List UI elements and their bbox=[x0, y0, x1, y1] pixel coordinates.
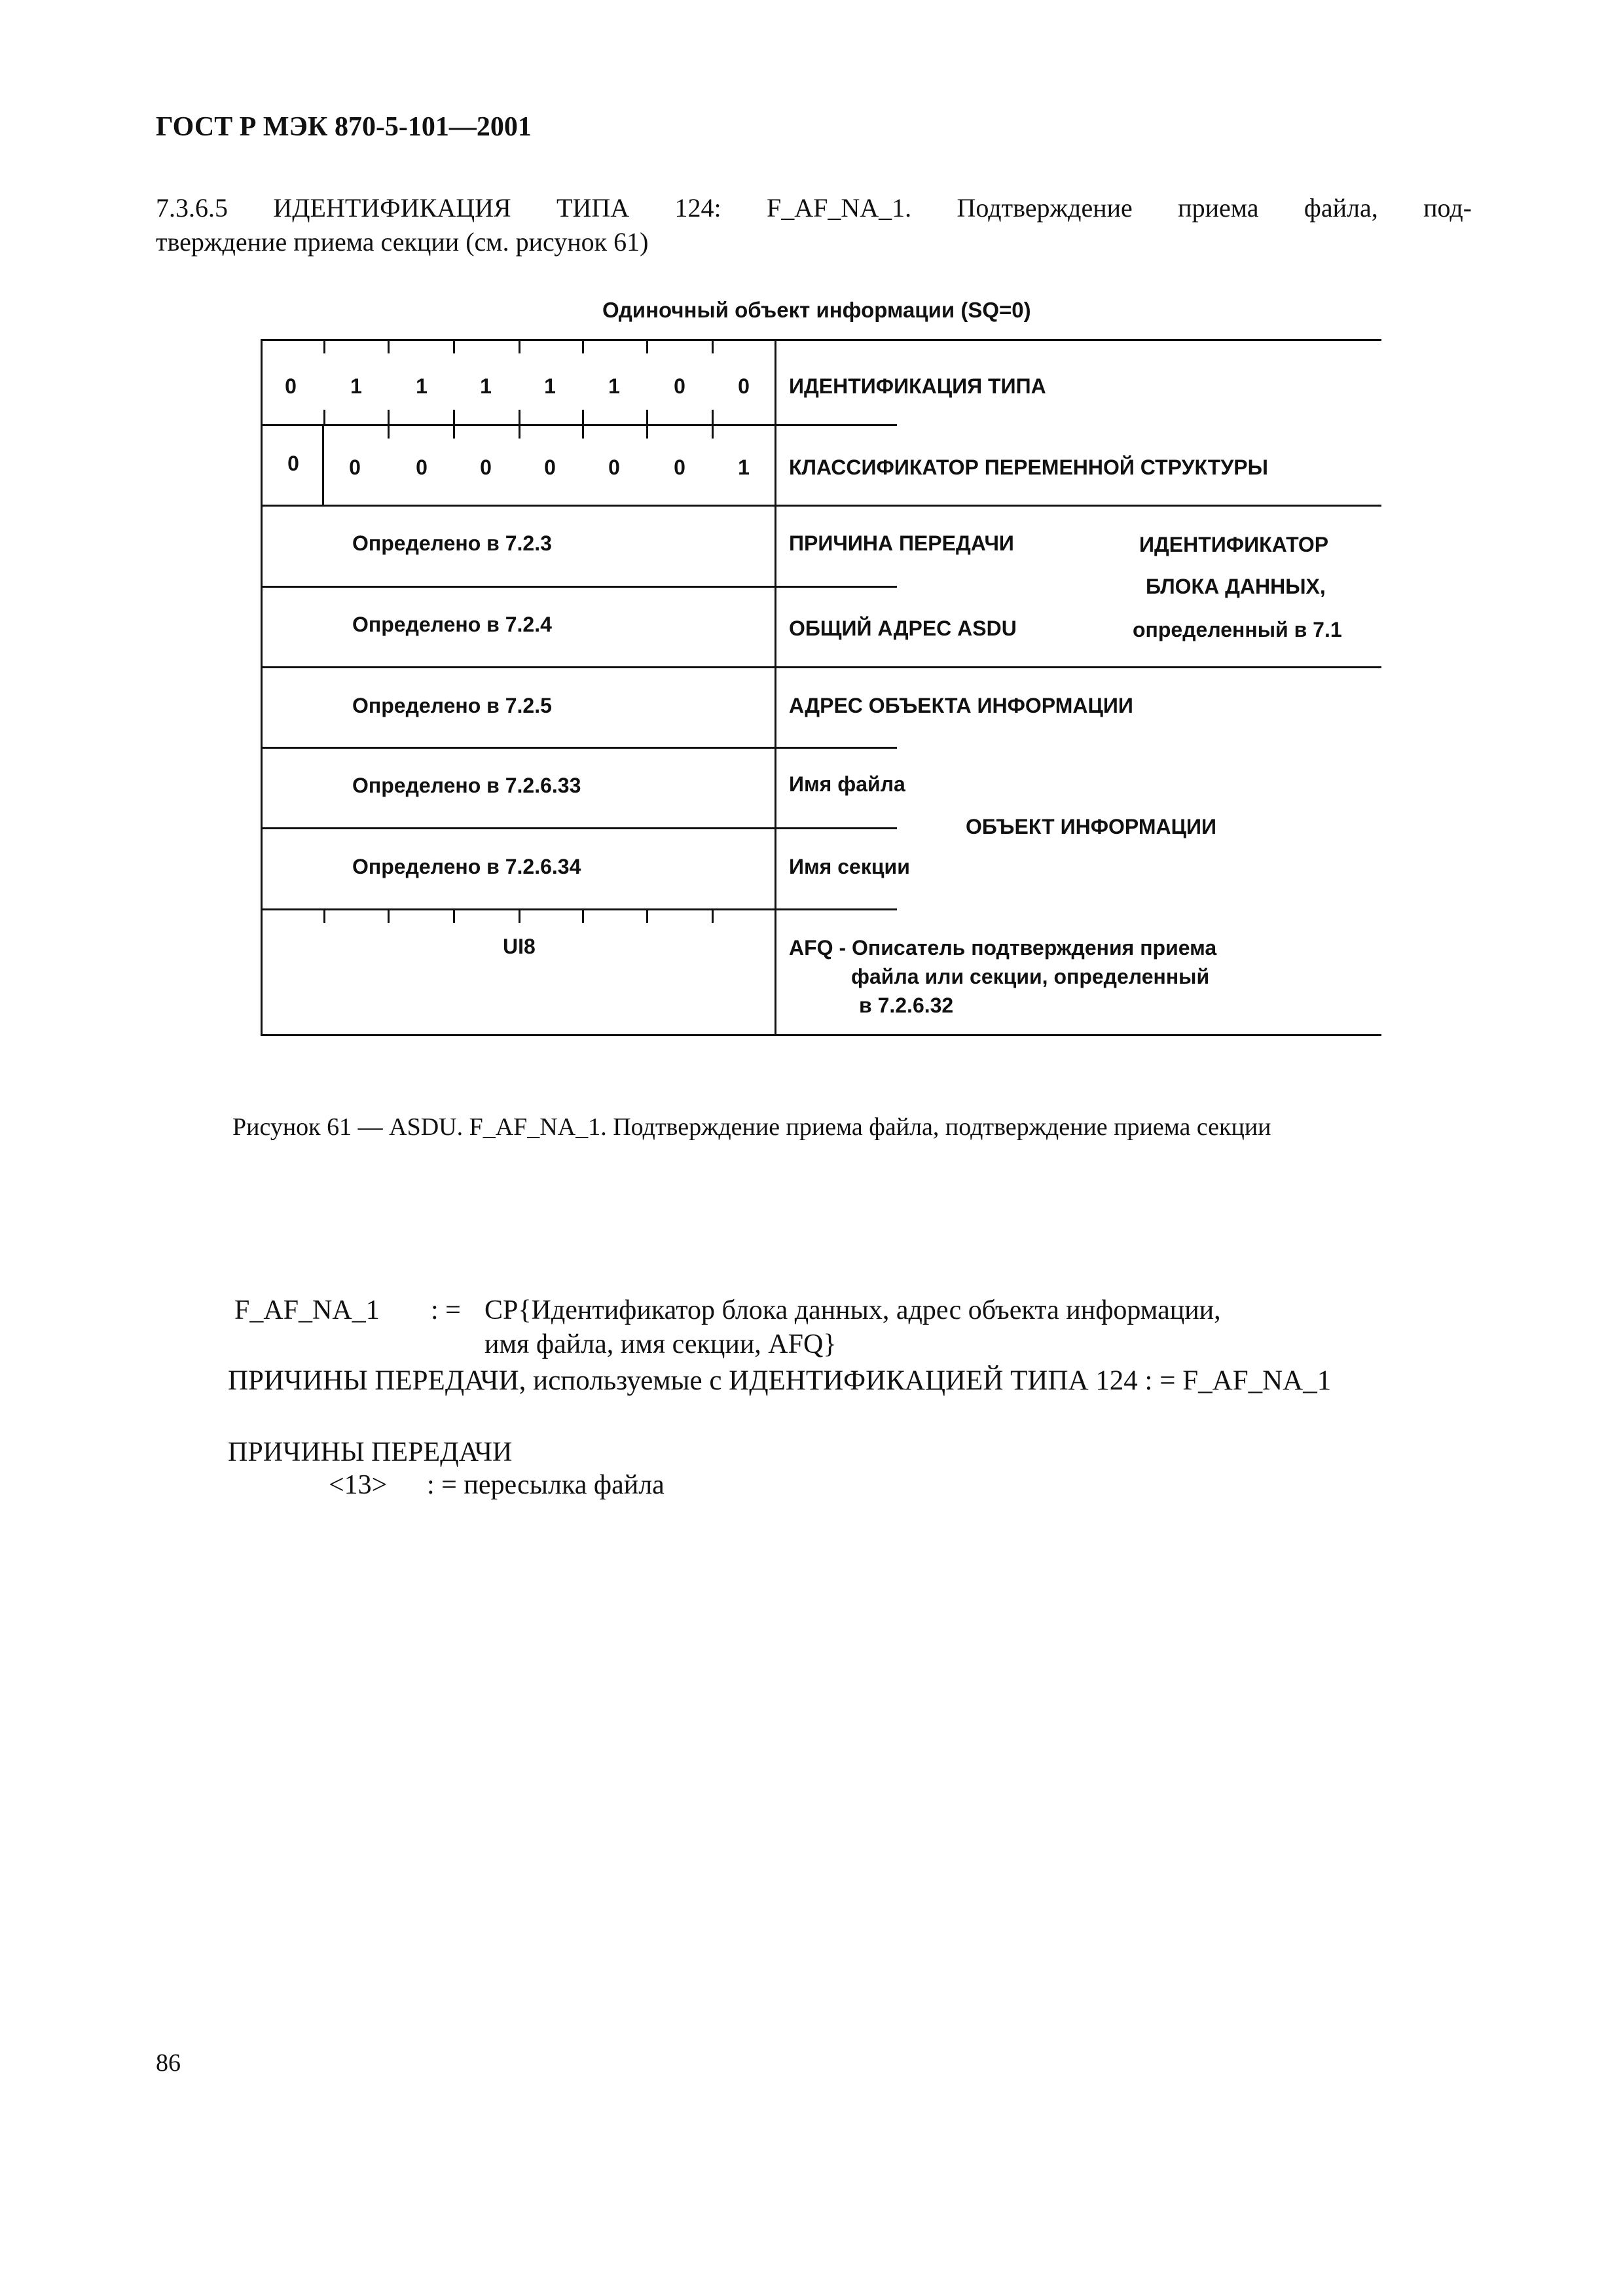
tick bbox=[582, 908, 584, 923]
definition-name: F_AF_NA_1 bbox=[234, 1295, 380, 1325]
asdu-address-label: ОБЩИЙ АДРЕС ASDU bbox=[789, 617, 1017, 640]
figure-caption: Рисунок 61 — ASDU. F_AF_NA_1. Подтверждение приема файла, подтверждение приема секции bbox=[232, 1113, 1271, 1141]
right-sep-4 bbox=[775, 666, 1381, 668]
tick bbox=[646, 424, 648, 439]
ioa-value: Определено в 7.2.5 bbox=[352, 694, 552, 717]
data-unit-id-label-1: ИДЕНТИФИКАТОР bbox=[1139, 533, 1329, 556]
sq-bit: 0 bbox=[287, 452, 299, 475]
section-heading-line1: 7.3.6.5 ИДЕНТИФИКАЦИЯ ТИПА 124: F_AF_NA_1. Подтверждение приема файла, под- bbox=[156, 193, 1472, 223]
tick bbox=[388, 410, 390, 424]
definition-line2: имя файла, имя секции, AFQ} bbox=[484, 1329, 837, 1359]
tick bbox=[519, 410, 520, 424]
tick bbox=[323, 339, 325, 353]
type-id-label: ИДЕНТИФИКАЦИЯ ТИПА bbox=[789, 374, 1046, 398]
tick bbox=[712, 339, 714, 353]
row-sep-3 bbox=[261, 586, 776, 588]
cot-heading: ПРИЧИНЫ ПЕРЕДАЧИ bbox=[228, 1437, 513, 1467]
vsq-bit-7: 0 bbox=[349, 456, 361, 479]
frame-bottom bbox=[261, 1034, 1381, 1036]
type-bit-4: 1 bbox=[544, 374, 556, 398]
tick bbox=[712, 908, 714, 923]
definition-assign: : = bbox=[431, 1295, 461, 1325]
row-sep-6 bbox=[261, 827, 776, 829]
tick bbox=[388, 339, 390, 353]
right-sep-1 bbox=[775, 424, 897, 426]
tick bbox=[519, 424, 520, 439]
ioa-label: АДРЕС ОБЪЕКТА ИНФОРМАЦИИ bbox=[789, 694, 1133, 717]
tick bbox=[453, 424, 455, 439]
vsq-bit-5: 0 bbox=[480, 456, 492, 479]
right-sep-2 bbox=[775, 505, 1381, 507]
right-sep-6 bbox=[775, 827, 897, 829]
cot-label: ПРИЧИНА ПЕРЕДАЧИ bbox=[789, 531, 1014, 555]
tick bbox=[323, 908, 325, 923]
tick bbox=[582, 339, 584, 353]
frame-middle bbox=[775, 339, 776, 1036]
tick bbox=[519, 339, 520, 353]
type-bit-7: 1 bbox=[350, 374, 362, 398]
row-sep-2 bbox=[261, 505, 776, 507]
cot-value: Определено в 7.2.3 bbox=[352, 531, 552, 555]
frame-top bbox=[261, 339, 1381, 341]
cot-used-statement: ПРИЧИНЫ ПЕРЕДАЧИ, используемые с ИДЕНТИФИКАЦИЕЙ ТИПА 124 : = F_AF_NA_1 bbox=[228, 1365, 1332, 1396]
tick bbox=[646, 908, 648, 923]
cot-value-text: : = пересылка файла bbox=[427, 1470, 665, 1500]
data-unit-id-label-2: БЛОКА ДАННЫХ, bbox=[1146, 575, 1326, 598]
section-name-label: Имя секции bbox=[789, 855, 910, 878]
section-heading-line2: тверждение приема секции (см. рисунок 61) bbox=[156, 227, 649, 257]
afq-label-line2: файла или секции, определенный bbox=[851, 965, 1210, 988]
figure-title: Одиночный объект информации (SQ=0) bbox=[602, 298, 1031, 322]
right-sep-3 bbox=[775, 586, 897, 588]
cot-code: <13> bbox=[329, 1470, 388, 1500]
afq-value: UI8 bbox=[503, 935, 536, 958]
type-bit-5: 1 bbox=[480, 374, 492, 398]
data-unit-id-label-3: определенный в 7.1 bbox=[1133, 618, 1342, 641]
vsq-label: КЛАССИФИКАТОР ПЕРЕМЕННОЙ СТРУКТУРЫ bbox=[789, 456, 1268, 479]
sq-divider bbox=[322, 424, 324, 506]
asdu-address-value: Определено в 7.2.4 bbox=[352, 613, 552, 636]
afq-label-line1: AFQ - Описатель подтверждения приема bbox=[789, 936, 1217, 960]
file-name-label: Имя файла bbox=[789, 772, 905, 796]
tick bbox=[453, 339, 455, 353]
page-number: 86 bbox=[156, 2049, 181, 2077]
frame-left bbox=[261, 339, 263, 1036]
vsq-bit-4: 0 bbox=[544, 456, 556, 479]
row-sep-5 bbox=[261, 747, 776, 749]
vsq-bit-1: 1 bbox=[738, 456, 750, 479]
section-name-value: Определено в 7.2.6.34 bbox=[352, 855, 581, 878]
right-sep-7 bbox=[775, 908, 897, 910]
tick bbox=[646, 410, 648, 424]
tick bbox=[582, 424, 584, 439]
row-sep-4 bbox=[261, 666, 776, 668]
right-sep-5 bbox=[775, 747, 897, 749]
type-bit-8: 0 bbox=[285, 374, 297, 398]
tick bbox=[388, 908, 390, 923]
tick bbox=[453, 410, 455, 424]
tick bbox=[712, 410, 714, 424]
tick bbox=[646, 339, 648, 353]
vsq-bit-3: 0 bbox=[608, 456, 620, 479]
tick bbox=[519, 908, 520, 923]
type-bit-1: 0 bbox=[738, 374, 750, 398]
tick bbox=[323, 410, 325, 424]
file-name-value: Определено в 7.2.6.33 bbox=[352, 774, 581, 797]
definition-line1: CP{Идентификатор блока данных, адрес объекта информации, bbox=[484, 1295, 1221, 1325]
afq-label-line3: в 7.2.6.32 bbox=[859, 994, 954, 1017]
tick bbox=[582, 410, 584, 424]
document-header: ГОСТ Р МЭК 870-5-101—2001 bbox=[156, 112, 532, 142]
type-bit-6: 1 bbox=[416, 374, 428, 398]
type-bit-3: 1 bbox=[608, 374, 620, 398]
tick bbox=[712, 424, 714, 439]
tick bbox=[388, 424, 390, 439]
vsq-bit-2: 0 bbox=[674, 456, 685, 479]
tick bbox=[453, 908, 455, 923]
type-bit-2: 0 bbox=[674, 374, 685, 398]
info-object-label: ОБЪЕКТ ИНФОРМАЦИИ bbox=[966, 815, 1216, 838]
vsq-bit-6: 0 bbox=[416, 456, 428, 479]
